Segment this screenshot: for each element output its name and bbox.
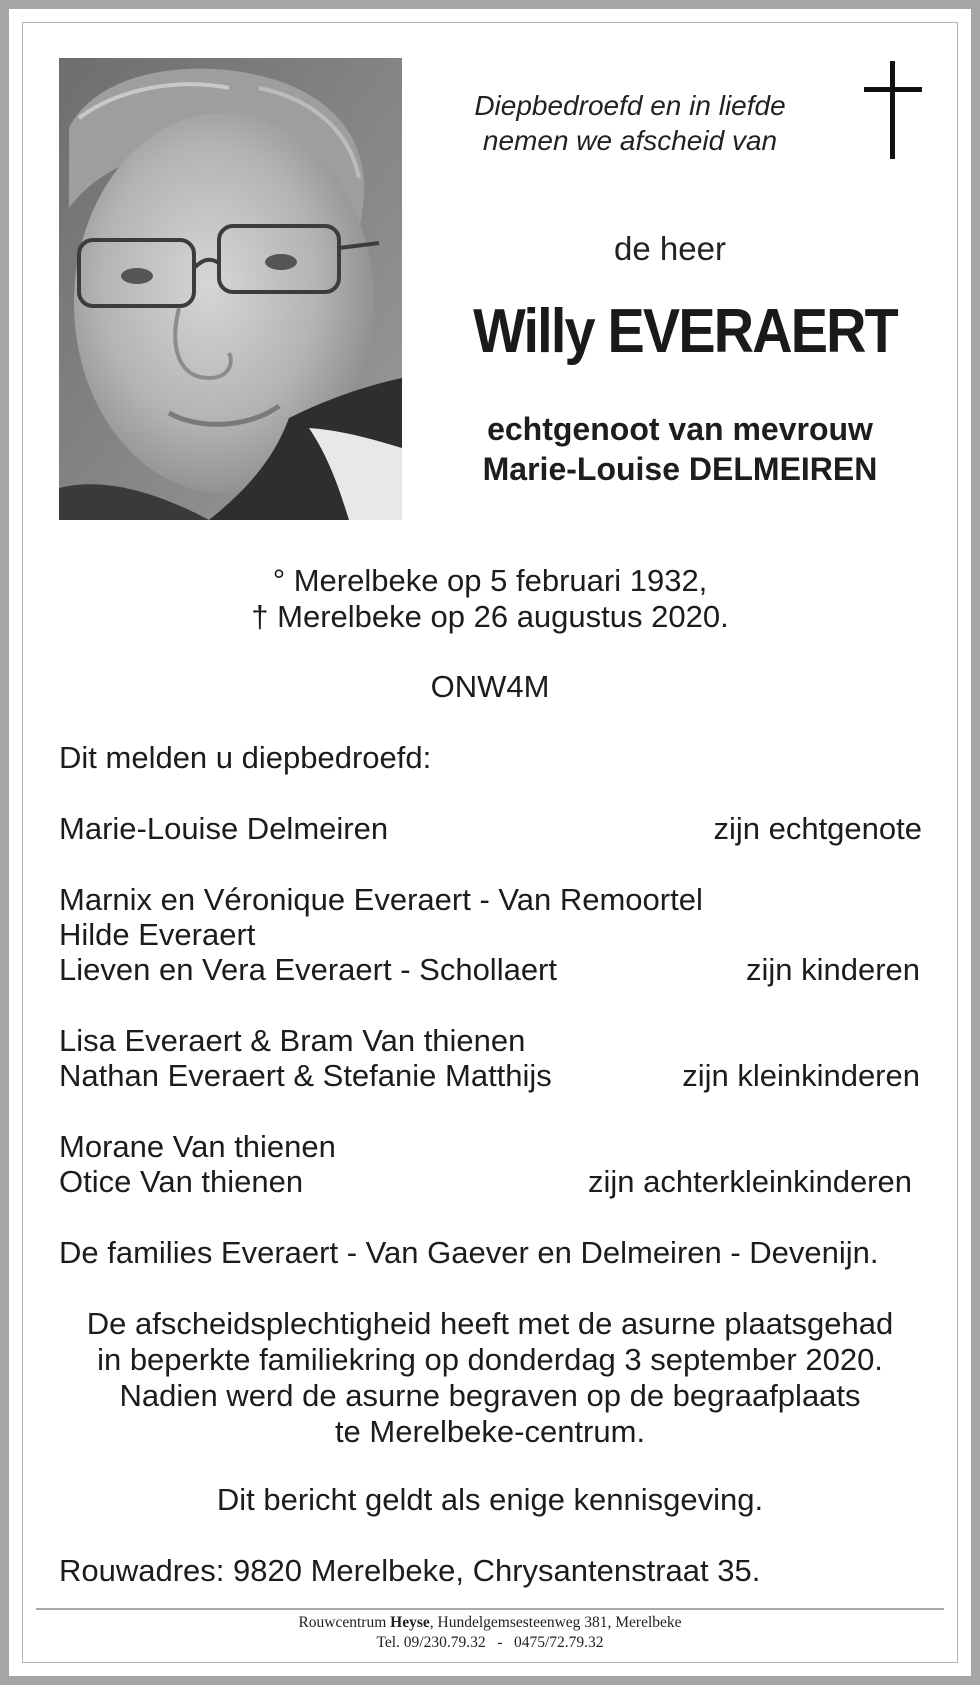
funeral-home-footer: [0, 1613, 980, 1653]
family-relation: zijn achterkleinkinderen: [588, 1164, 912, 1199]
intro-line-1: Diepbedroefd en in liefde: [474, 90, 786, 121]
ceremony-text: [0, 1306, 980, 1450]
funeral-home-name: Heyse: [390, 1614, 430, 1631]
honorific: de heer: [614, 230, 726, 267]
birth-date: ° Merelbeke op 5 februari 1932,: [272, 563, 708, 598]
family-name: Otice Van thienen: [59, 1164, 304, 1199]
intro-line-2: nemen we afscheid van: [482, 125, 778, 156]
spouse-block: [420, 409, 940, 489]
mourning-address: Rouwadres: 9820 Merelbeke, Chrysantenstraat 35.: [59, 1553, 761, 1588]
families-line: De families Everaert - Van Gaever en Delmeiren - Devenijn.: [59, 1235, 879, 1270]
footer-address: , Hundelgemsesteenweg 381, Merelbeke: [429, 1614, 682, 1631]
family-name: Lisa Everaert & Bram Van thienen: [59, 1023, 526, 1058]
family-name: Lieven en Vera Everaert - Schollaert: [59, 952, 557, 987]
family-name: Hilde Everaert: [59, 917, 256, 952]
life-dates: [0, 563, 980, 635]
announcement: Dit melden u diepbedroefd:: [59, 740, 432, 775]
reference-code: [0, 669, 980, 705]
latin-cross-icon: [864, 61, 922, 159]
ceremony-line: Nadien werd de asurne begraven op de begraafplaats: [119, 1378, 861, 1413]
ceremony-line: te Merelbeke-centrum.: [334, 1414, 646, 1449]
family-name: Morane Van thienen: [59, 1129, 336, 1164]
intro-text: [430, 88, 830, 158]
death-date: † Merelbeke op 26 augustus 2020.: [251, 599, 729, 634]
ceremony-line: in beperkte familiekring op donderdag 3 september 2020.: [97, 1342, 883, 1377]
family-relation: zijn kinderen: [745, 952, 920, 987]
family-relation: zijn echtgenote: [713, 811, 922, 846]
deceased-name: Willy EVERAERT: [473, 297, 897, 366]
family-name: Marnix en Véronique Everaert - Van Remoortel: [59, 882, 703, 917]
funeral-home-phones: Tel. 09/230.79.32 - 0475/72.79.32: [376, 1634, 604, 1651]
family-name: Marie-Louise Delmeiren: [59, 811, 389, 846]
footer-prefix: Rouwcentrum: [298, 1614, 391, 1631]
notice-text: Dit bericht geldt als enige kennisgeving.: [216, 1482, 764, 1517]
reference-code-text: ONW4M: [430, 669, 550, 704]
ceremony-line: De afscheidsplechtigheid heeft met de asurne plaatsgehad: [86, 1306, 894, 1341]
family-relation: zijn kleinkinderen: [682, 1058, 920, 1093]
spouse-line-1: echtgenoot van mevrouw: [487, 411, 873, 447]
portrait-photo: [59, 58, 402, 520]
family-name: Nathan Everaert & Stefanie Matthijs: [59, 1058, 552, 1093]
notice: [0, 1482, 980, 1518]
spouse-line-2: Marie-Louise DELMEIREN: [482, 451, 878, 487]
funeral-home-line: [0, 1613, 980, 1633]
footer-divider: [36, 1608, 944, 1610]
